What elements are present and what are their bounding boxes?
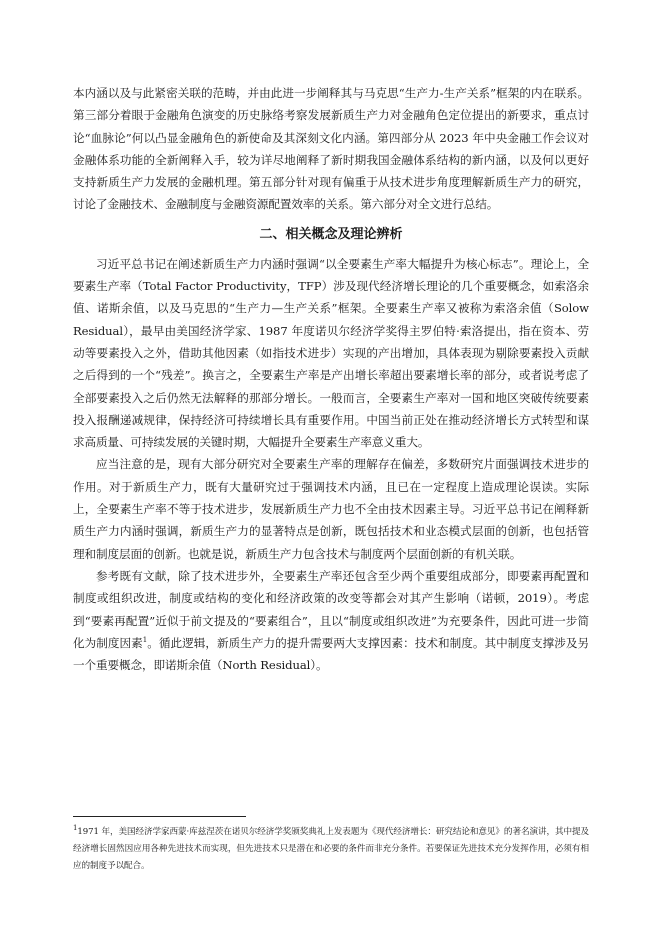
paragraph-2: 应当注意的是，现有大部分研究对全要素生产率的理解存在偏差，多数研究片面强调技术进步的作用。对于新质生产力，既有大量研究过于强调技术内涵，且已在一定程度上造成理论误读。实际上，全要素生产率不等于技术进步，发展新质生产力也不全由技术因素主导。习近平总书记在阐释新质生产力内涵时强调，新质生产力的显著特点是创新，既包括技术和业态模式层面的创新，也包括管理和制度层面的创新。也就是说，新质生产力包含技术与制度两个层面创新的有机关联。 xyxy=(73,457,589,561)
intro-paragraph: 本内涵以及与此紧密关联的范畴，并由此进一步阐释其与马克思“生产力-生产关系”框架的内在联系。第三部分着眼于金融角色演变的历史脉络考察发展新质生产力对金融角色定位提出的新要求，重点讨论“血脉论”何以凸显金融角色的新使命及其深刻文化内涵。第四部分从 2023 年中央金融工作会议对金融体系功能的全新阐释入手，较为详尽地阐释了新时期我国金融体系结构的新内涵，以及何以更好支持新质生产力发展的金融机理。第五部分针对现有偏重于从技术进步角度理解新质生产力的研究，讨论了金融技术、金融制度与金融资源配置效率的关系。第六部分对全文进行总结。 xyxy=(73,86,589,212)
section-heading: 二、相关概念及理论辨析 xyxy=(259,226,403,242)
footnote-reference[interactable]: 1 xyxy=(142,635,148,644)
paragraph-1: 习近平总书记在阐述新质生产力内涵时强调“以全要素生产率大幅提升为核心标志”。理论上，全要素生产率（Total Factor Productivity，TFP）涉及现代经济增长理论的几个重要概念，如索洛余值、诺斯余值，以及马克思的“生产力—生产关系”框架。全要素生产率又被称为索洛余值（Solow Residual），最早由美国经济学家、1987 年度诺贝尔经济学奖得主罗伯特·索洛提出，指在资本、劳动等要素投入之外，借助其他因素（如指技术进步）实现的产出增加，具体表现为剔除要素投入贡献之后得到的一个“残差”。换言之，全要素生产率是产出增长率超出要素增长率的部分，或者说考虑了全部要素投入之后仍然无法解释的那部分增长。一般而言，全要素生产率对一国和地区突破传统要素投入报酬递减规律，保持经济可持续增长具有重要作用。中国当前正处在推动经济增长方式转型和谋求高质量、可持续发展的关键时期，大幅提升全要素生产率意义重大。 xyxy=(73,256,589,450)
paragraph-3-text-before: 参考既有文献，除了技术进步外，全要素生产率还包含至少两个重要组成部分，即要素再配置和制度或组织改进，制度或结构的变化和经济政策的改变等都会对其产生影响（诺顿，2019）。考虑到“要素再配置”近似于前文提及的“要素组合”，且以“制度或组织改进”为充要条件，因此可进一步简化为制度因素 xyxy=(73,568,589,650)
footnote-divider xyxy=(73,816,246,817)
main-text xyxy=(73,82,589,676)
paragraph-3-text-after: 。循此逻辑，新质生产力的提升需要两大支撑因素：技术和制度。其中制度支撑涉及另一个重要概念，即诺斯余值（North Residual）。 xyxy=(73,635,589,673)
paragraph-3 xyxy=(73,565,589,676)
footnote-marker: 1 xyxy=(73,824,78,833)
footnote xyxy=(73,824,589,875)
footnote-text: 1971 年，美国经济学家西蒙·库兹涅茨在诺贝尔经济学奖颁奖典礼上发表题为《现代经济增长：研究结论和意见》的著名演讲，其中提及经济增长固然因应用各种先进技术而实现，但先进技术只是潜在和必要的条件而非充分条件。若要保证先进技术充分发挥作用，必须有相应的制度予以配合。 xyxy=(73,827,589,871)
